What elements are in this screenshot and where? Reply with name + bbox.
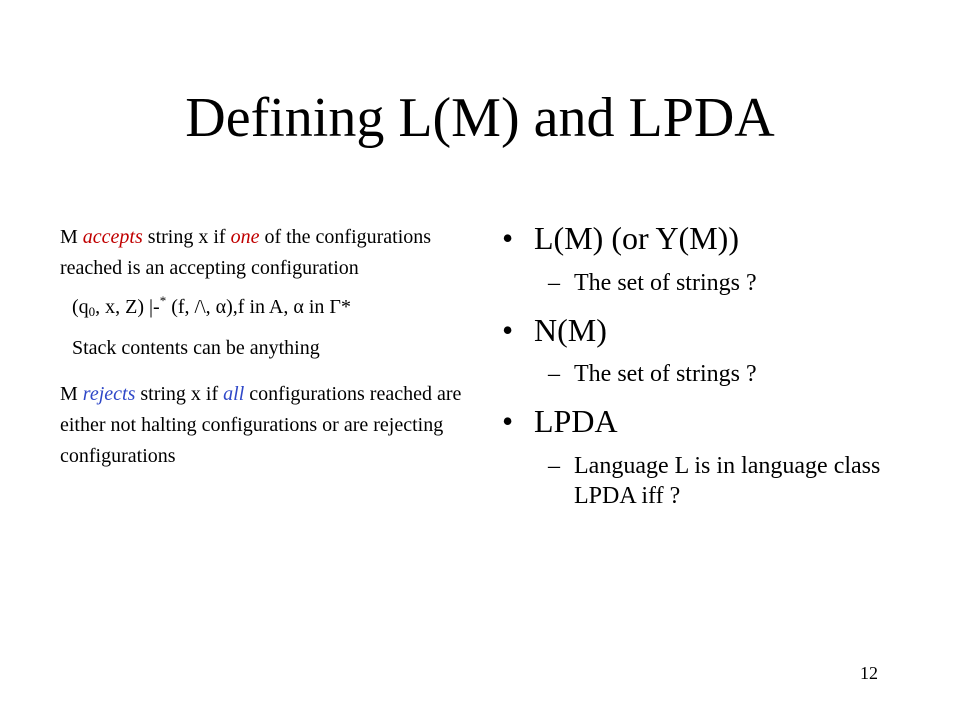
- right-column: [502, 218, 932, 523]
- formula-mid: , x, Z) |-: [95, 296, 160, 319]
- bullet-label: LPDA: [534, 403, 618, 440]
- reject-mid: string x if: [135, 383, 224, 406]
- reject-prefix: M: [60, 383, 83, 406]
- accept-prefix: M: [60, 226, 83, 248]
- bullet-icon: •: [502, 311, 514, 348]
- sub-item-label: The set of strings ?: [574, 269, 757, 296]
- accept-rest: of the configurations reached is an accepting configuration: [60, 226, 432, 279]
- formula-open: (q: [72, 296, 89, 319]
- accept-formula: [72, 291, 480, 323]
- sub-item-lm: [502, 268, 932, 298]
- sub-item-label: The set of strings ?: [574, 361, 757, 388]
- bullet-icon: •: [502, 403, 514, 440]
- reject-definition: [60, 379, 480, 471]
- bullet-item-lm: [502, 218, 932, 260]
- bullet-label: L(M) (or Y(M)): [534, 220, 739, 256]
- slide-title: Defining L(M) and LPDA: [185, 87, 775, 149]
- bullet-item-nm: [502, 310, 932, 352]
- sub-item-label: Language L is in language class LPDA iff ?: [574, 452, 881, 509]
- bullet-label: N(M): [534, 311, 607, 348]
- left-column: [60, 222, 480, 471]
- one-emphasis: one: [230, 226, 260, 248]
- all-emphasis: all: [223, 383, 245, 406]
- formula-rest: (f, /\, α),f in A, α in Γ*: [166, 296, 351, 319]
- bullet-item-lpda: [502, 401, 932, 443]
- bullet-icon: •: [502, 220, 514, 256]
- dash-icon: –: [548, 361, 560, 388]
- page-number: 12: [860, 663, 878, 683]
- formula-superscript: *: [159, 293, 167, 309]
- dash-icon: –: [548, 452, 560, 479]
- dash-icon: –: [548, 269, 560, 296]
- stack-note: Stack contents can be anything: [72, 336, 320, 359]
- rejects-emphasis: rejects: [82, 383, 136, 406]
- formula-subscript: 0: [88, 304, 96, 320]
- accept-mid: string x if: [142, 226, 231, 248]
- sub-item-nm: [502, 359, 932, 389]
- accept-definition: [60, 222, 480, 283]
- sub-item-lpda: [502, 451, 932, 511]
- reject-rest: configurations reached are either not halting configurations or are rejecting configurations: [60, 383, 462, 467]
- accepts-emphasis: accepts: [82, 226, 143, 248]
